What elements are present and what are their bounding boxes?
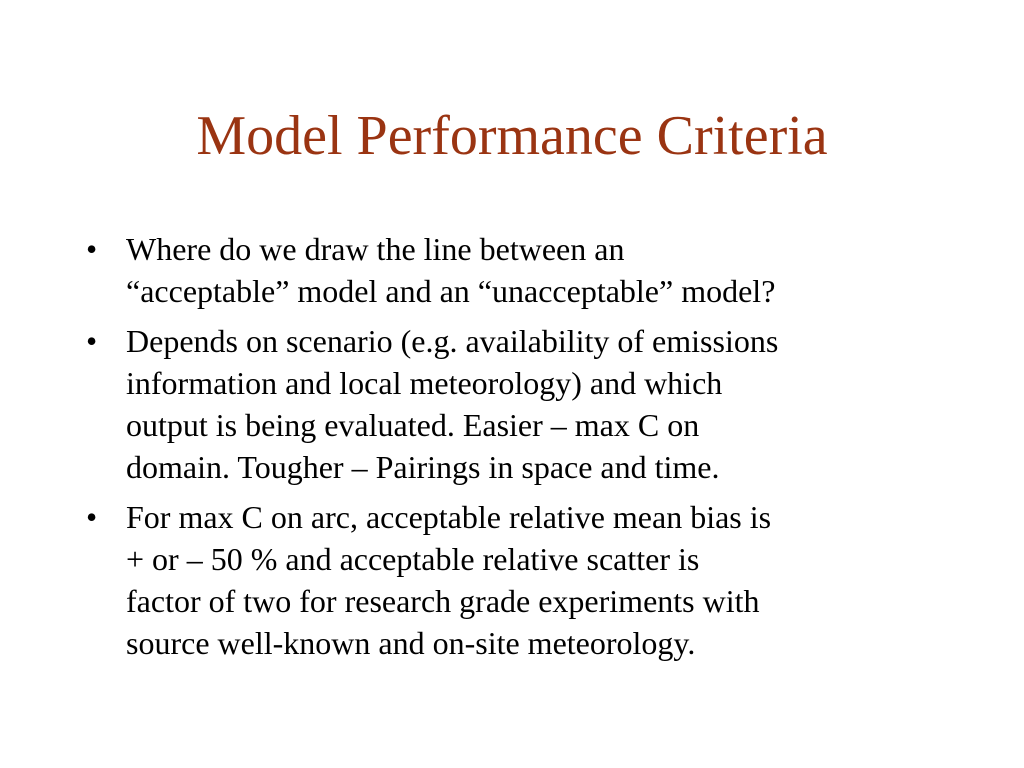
bullet-line: output is being evaluated. Easier – max C on — [126, 407, 700, 443]
bullet-icon: • — [86, 323, 98, 359]
bullet-line: factor of two for research grade experiments with — [126, 583, 760, 619]
bullet-line: + or – 50 % and acceptable relative scatter is — [126, 541, 700, 577]
bullet-item-2 — [80, 320, 960, 488]
bullet-icon: • — [86, 231, 98, 267]
bullet-line: Where do we draw the line between an — [126, 231, 625, 267]
bullet-item-3 — [80, 496, 960, 664]
bullet-line: “acceptable” model and an “unacceptable” model? — [126, 273, 776, 309]
bullet-icon: • — [86, 499, 98, 535]
bullet-list — [80, 228, 960, 672]
bullet-line: Depends on scenario (e.g. availability of emissions — [126, 323, 779, 359]
bullet-line: information and local meteorology) and which — [126, 365, 723, 401]
bullet-line: source well-known and on-site meteorology. — [126, 625, 696, 661]
slide-title: Model Performance Criteria — [196, 105, 828, 167]
bullet-text — [126, 496, 960, 664]
bullet-text — [126, 320, 960, 488]
bullet-text — [126, 228, 960, 312]
bullet-item-1 — [80, 228, 960, 312]
bullet-line: For max C on arc, acceptable relative mean bias is — [126, 499, 772, 535]
bullet-line: domain. Tougher – Pairings in space and time. — [126, 449, 720, 485]
